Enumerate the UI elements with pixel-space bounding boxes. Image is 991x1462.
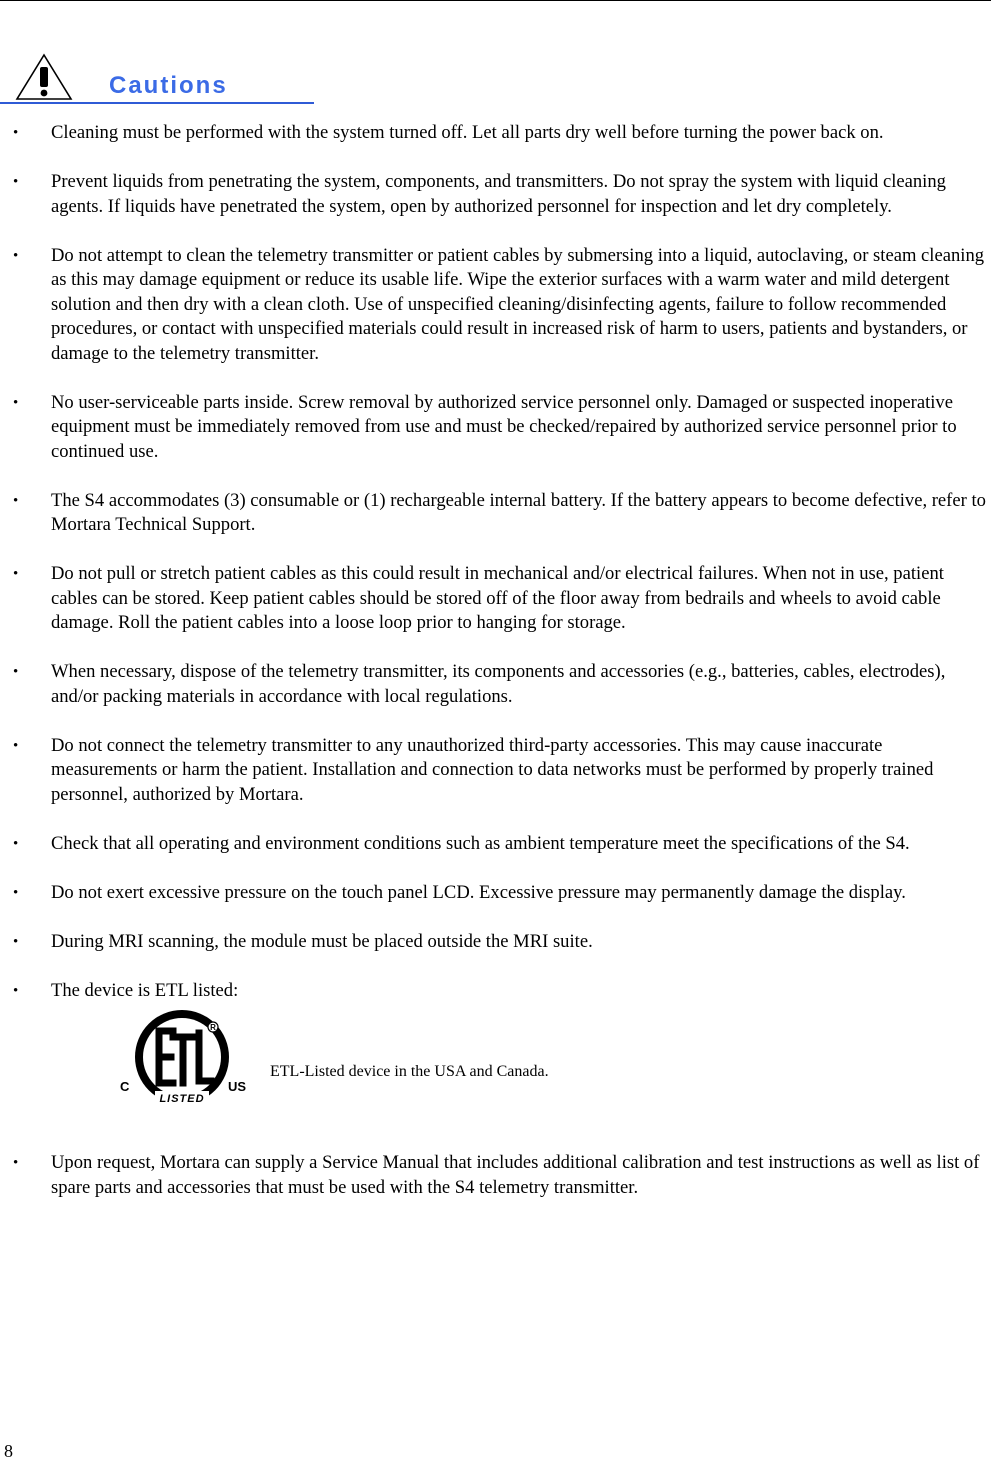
list-item xyxy=(0,489,991,538)
list-item-text: Do not connect the telemetry transmitter to any unauthorized third-party accessories. This may cause inaccurate measurements or harm the patient. Installation and connection to data networks must be performed by properly trained personnel, authorized by Mortara. xyxy=(51,734,934,805)
etl-caption: ETL-Listed device in the USA and Canada. xyxy=(270,1063,549,1080)
top-rule xyxy=(0,0,991,1)
bullet-icon: • xyxy=(13,492,19,509)
list-item-text: No user-serviceable parts inside. Screw removal by authorized service personnel only. Damaged or suspected inoperative equipment must be immediately removed from use and must be checked/repaired by authorized service personnel prior to continued use. xyxy=(51,391,957,462)
list-item-text: During MRI scanning, the module must be placed outside the MRI suite. xyxy=(51,930,593,952)
list-item-text: Prevent liquids from penetrating the system, components, and transmitters. Do not spray the system with liquid cleaning agents. If liquids have penetrated the system, open by authorized personnel for inspection and let dry completely. xyxy=(51,171,946,217)
page-number: 8 xyxy=(4,1441,13,1461)
list-item-text: The device is ETL listed: xyxy=(51,979,239,1001)
list-item xyxy=(0,562,991,636)
bullet-icon: • xyxy=(13,125,19,141)
list-item xyxy=(0,1151,991,1200)
bullet-icon: • xyxy=(13,737,19,754)
list-item xyxy=(0,121,991,146)
bullet-icon: • xyxy=(13,1155,19,1171)
bullet-icon: • xyxy=(13,664,19,680)
warning-triangle-icon xyxy=(14,52,74,102)
bullet-icon: • xyxy=(13,933,19,950)
list-item-text: Do not pull or stretch patient cables as this could result in mechanical and/or electrical failures. When not in use, patient cables can be stored. Keep patient cables should be stored off of the floor away from bedrails and wheels to avoid cable damage. Roll the patient cables into a loose loop prior to hanging for storage. xyxy=(51,563,944,633)
list-item xyxy=(0,391,991,465)
svg-text:LISTED: LISTED xyxy=(159,1093,205,1105)
section-title: Cautions xyxy=(109,72,228,99)
bullet-icon: • xyxy=(13,247,19,264)
bullet-icon: • xyxy=(13,884,19,901)
bullet-icon: • xyxy=(13,174,19,190)
list-item-text: When necessary, dispose of the telemetry transmitter, its components and accessories (e.g., batteries, cables, electrodes), and/or packing materials in accordance with local regulations. xyxy=(51,661,946,707)
list-item-text: Do not attempt to clean the telemetry transmitter or patient cables by submersing into a liquid, autoclaving, or steam cleaning as this may damage equipment or reduce its usable life. Wipe the exterior surfaces with a warm water and mild detergent solution and then dry with a clean cloth. Use of unspecified cleaning/disinfecting agents, failure to follow recommended procedures, or contact with unspecified materials could result in increased risk of harm to users, patients and bystanders, or damage to the telemetry transmitter. xyxy=(51,244,985,364)
list-item xyxy=(0,660,991,709)
etl-listed-logo-icon xyxy=(115,1009,249,1113)
list-item xyxy=(0,979,991,1132)
list-item-text: Check that all operating and environment conditions such as ambient temperature meet the specifications of the S4. xyxy=(51,832,910,854)
list-item-text: Upon request, Mortara can supply a Service Manual that includes additional calibration and test instructions as well as list of spare parts and accessories that must be used with the S4 telemetry transmitter. xyxy=(51,1152,980,1198)
etl-listing xyxy=(51,1003,987,1131)
svg-text:R: R xyxy=(210,1023,216,1032)
list-item xyxy=(0,244,991,367)
bullet-icon: • xyxy=(13,982,19,999)
bullet-icon: • xyxy=(13,566,19,582)
bullet-icon: • xyxy=(13,835,19,852)
list-item xyxy=(0,930,991,955)
list-item xyxy=(0,734,991,808)
section-title-rule xyxy=(0,102,314,104)
cautions-list xyxy=(0,121,991,1225)
svg-text:US: US xyxy=(228,1079,247,1094)
list-item-text: Do not exert excessive pressure on the touch panel LCD. Excessive pressure may permanently damage the display. xyxy=(51,881,906,903)
list-item xyxy=(0,170,991,219)
svg-text:C: C xyxy=(120,1079,130,1094)
cautions-header xyxy=(0,48,314,104)
list-item xyxy=(0,881,991,906)
list-item xyxy=(0,832,991,857)
list-item-text: The S4 accommodates (3) consumable or (1) rechargeable internal battery. If the battery appears to become defective, refer to Mortara Technical Support. xyxy=(51,489,986,535)
list-item-text: Cleaning must be performed with the system turned off. Let all parts dry well before turning the power back on. xyxy=(51,122,884,143)
bullet-icon: • xyxy=(13,394,19,411)
